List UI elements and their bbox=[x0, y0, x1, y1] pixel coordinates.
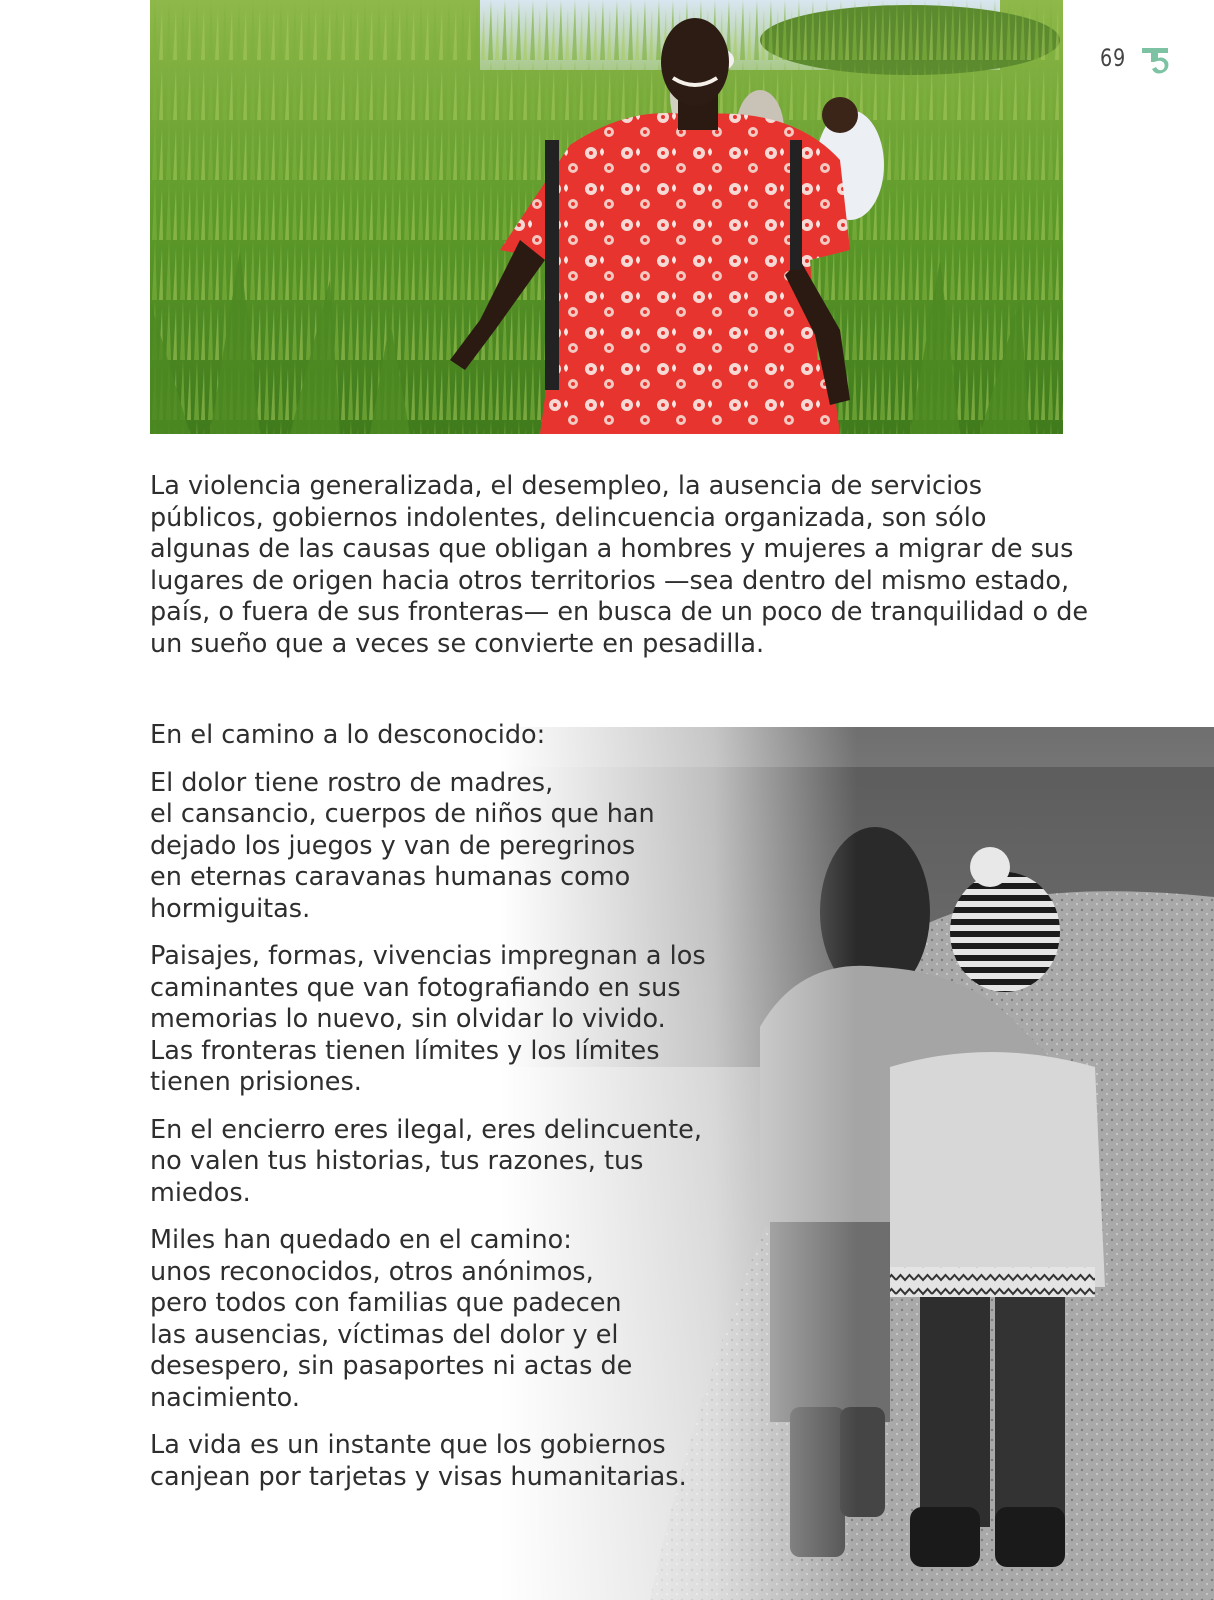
poem-line: canjean por tarjetas y visas humanitarias. bbox=[150, 1461, 687, 1492]
poem-stanzas bbox=[150, 768, 770, 1494]
poem-line: dejado los juegos y van de peregrinos bbox=[150, 830, 636, 861]
poem-stanza bbox=[150, 1225, 770, 1414]
poem-line: En el encierro eres ilegal, eres delincuente, bbox=[150, 1114, 702, 1145]
poem-line: pero todos con familias que padecen bbox=[150, 1288, 622, 1318]
poem-line: el cansancio, cuerpos de niños que han bbox=[150, 799, 655, 829]
poem-line: memorias lo nuevo, sin olvidar lo vivido. bbox=[150, 1004, 666, 1034]
poem-line: caminantes que van fotografiando en sus bbox=[150, 972, 681, 1003]
poem-line: unos reconocidos, otros anónimos, bbox=[150, 1256, 594, 1287]
folio-arrow-icon bbox=[1142, 44, 1172, 78]
poem-line: en eternas caravanas humanas como bbox=[150, 862, 631, 892]
poem-line: Miles han quedado en el camino: bbox=[150, 1225, 572, 1255]
poem-stanza bbox=[150, 768, 770, 926]
poem bbox=[150, 720, 770, 1509]
poem-line: hormiguitas. bbox=[150, 893, 311, 924]
poem-line: tienen prisiones. bbox=[150, 1067, 362, 1097]
poem-line: no valen tus historias, tus razones, tus bbox=[150, 1146, 644, 1176]
poem-line: Las fronteras tienen límites y los límites bbox=[150, 1035, 660, 1066]
top-photo bbox=[150, 0, 1063, 434]
poem-stanza bbox=[150, 1430, 770, 1493]
poem-line: desespero, sin pasaportes ni actas de bbox=[150, 1351, 633, 1381]
poem-line: miedos. bbox=[150, 1177, 251, 1208]
page-number: 69 bbox=[1100, 44, 1127, 72]
poem-line: las ausencias, víctimas del dolor y el bbox=[150, 1319, 619, 1350]
poem-stanza bbox=[150, 1115, 770, 1210]
intro-paragraph: La violencia generalizada, el desempleo, la ausencia de servicios públicos, gobiernos indolentes, delincuencia organizada, son sólo algunas de las causas que obligan a hombres y mujeres a migrar de sus lugares de origen hacia otros territorios —sea dentro del mismo estado, país, o fuera de sus fronteras— en busca de un poco de tranquilidad o de un sueño que a veces se convierte en pesadilla. bbox=[150, 471, 1089, 659]
poem-line: La vida es un instante que los gobiernos bbox=[150, 1430, 666, 1460]
poem-opening: En el camino a lo desconocido: bbox=[150, 720, 546, 750]
poem-line: El dolor tiene rostro de madres, bbox=[150, 767, 554, 798]
poem-line: nacimiento. bbox=[150, 1382, 300, 1413]
poem-line: Paisajes, formas, vivencias impregnan a los bbox=[150, 941, 706, 971]
poem-stanza bbox=[150, 941, 770, 1099]
man-walking-in-grass-icon bbox=[150, 0, 1063, 434]
